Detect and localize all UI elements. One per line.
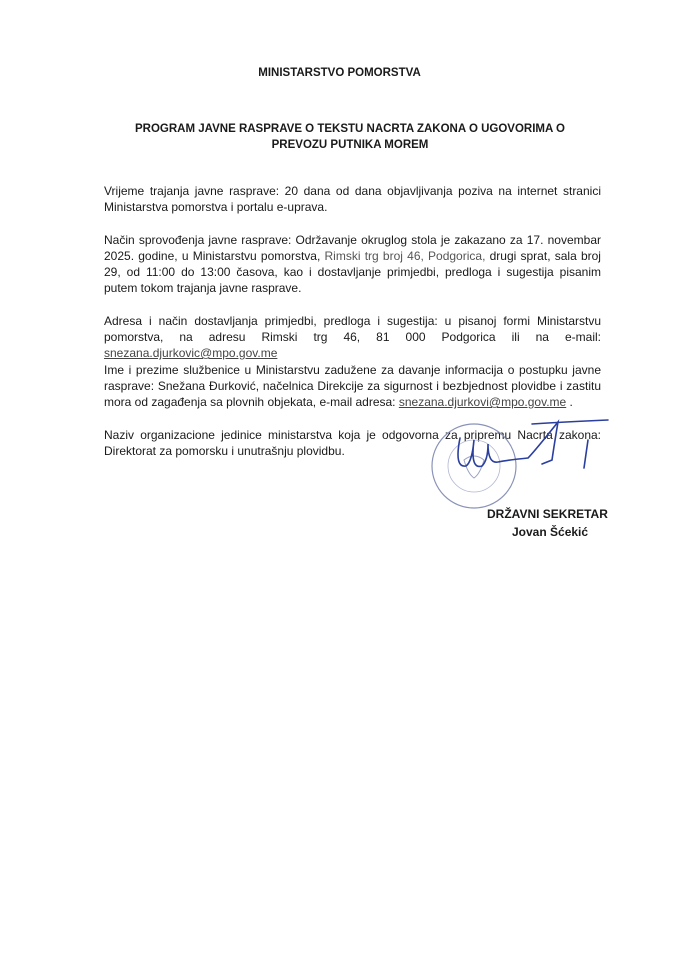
- signatory-name: Jovan Šćekić: [512, 525, 589, 539]
- handwritten-signature: [440, 418, 610, 478]
- paragraph-contact: [104, 362, 601, 410]
- contact-email-link[interactable]: snezana.djurkovi@mpo.gov.me: [398, 395, 567, 409]
- method-text-end: drugi sprat, sala broj 29, od 11:00 do 13:00 časova, kao i dostavljanje primjedbi, predloga i sugestija pisanim putem tokom trajanja javne rasprave.: [104, 249, 601, 295]
- paragraph-duration: Vrijeme trajanja javne rasprave: 20 dana od dana objavljivanja poziva na internet stranici Ministarstva pomorstva i portalu e-uprava.: [104, 184, 601, 214]
- paragraph-unit: Naziv organizacione jedinice ministarstva koja je odgovorna za pripremu Nacrta zakona: Direktorat za pomorsku i unutrašnju plovidbu.: [104, 428, 601, 458]
- address-text: Adresa i način dostavljanja primjedbi, predloga i sugestija: u pisanoj formi Ministarstvu pomorstva, na adresu Rimski trg 46, 81 000 Podgorica ili na e-mail:: [104, 314, 601, 344]
- ministry-heading: MINISTARSTVO POMORSTVA: [258, 67, 421, 79]
- contact-end: .: [566, 395, 573, 409]
- paragraph-method: [104, 232, 601, 296]
- signatory-role: DRŽAVNI SEKRETAR: [487, 507, 608, 521]
- contact-text: Ime i prezime službenice u Ministarstvu zadužene za davanje informacija o postupku javne rasprave: Snežana Đurković, načelnica Direkcije za sigurnost i bezbjednost plovidbe i zastitu mora od zagađenja sa plovnih objekata, e-mail adresa:: [104, 363, 601, 409]
- document-title: PROGRAM JAVNE RASPRAVE O TEKSTU NACRTA ZAKONA O UGOVORIMA O PREVOZU PUTNIKA MOREM: [135, 123, 565, 151]
- email-link[interactable]: snezana.djurkovic@mpo.gov.me: [104, 346, 278, 360]
- paragraph-address: [104, 313, 601, 361]
- method-address: Rimski trg broj 46, Podgorica,: [324, 249, 486, 263]
- method-text: Način sprovođenja javne rasprave: Održavanje okruglog stola je zakazano za 17. novembar 2025. godine, u Ministarstvu pomorstva,: [104, 233, 601, 263]
